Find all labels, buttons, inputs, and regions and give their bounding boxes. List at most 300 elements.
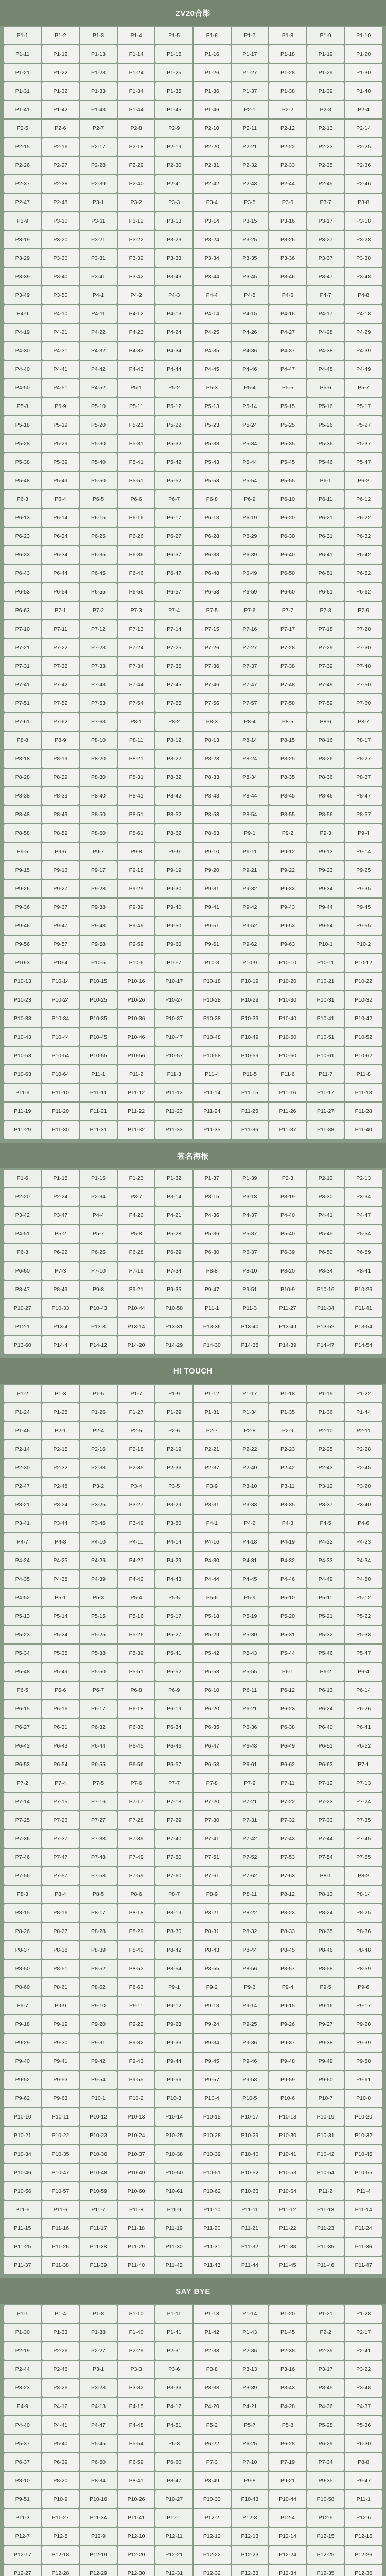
grid-cell: P8-28 (4, 769, 41, 786)
grid-cell: P8-56 (307, 806, 344, 823)
grid-cell: P6-15 (4, 1700, 41, 1718)
grid-cell: P2-25 (307, 1440, 344, 1458)
grid-cell: P2-36 (232, 2342, 269, 2360)
grid-cell: P3-4 (118, 1478, 155, 1495)
grid-cell: P7-57 (42, 1867, 79, 1885)
grid-cell: P2-32 (232, 157, 269, 174)
grid-cell: P10-23 (80, 2127, 117, 2144)
grid-cell: P5-46 (307, 1645, 344, 1662)
grid-cell: P9-47 (345, 2472, 382, 2489)
grid-cell: P10-33 (194, 2490, 231, 2508)
grid-cell: P4-1 (80, 286, 117, 304)
grid-cell: P1-34 (232, 1403, 269, 1421)
grid-cell: P8-49 (42, 806, 79, 823)
grid-cell: P7-14 (4, 1793, 41, 1810)
grid-cell: P10-59 (232, 1047, 269, 1064)
grid-cell: P3-19 (4, 231, 41, 248)
grid-cell: P3-13 (155, 212, 192, 230)
grid-cell: P12-8 (42, 2528, 79, 2545)
grid-cell: P4-25 (42, 1552, 79, 1569)
grid-cell: P6-5 (4, 1682, 41, 1699)
grid-cell: P5-8 (118, 1225, 155, 1243)
grid-cell: P8-61 (118, 824, 155, 842)
grid-cell: P6-58 (194, 1756, 231, 1773)
grid-cell: P6-18 (194, 509, 231, 527)
grid-cell: P3-46 (80, 1515, 117, 1532)
grid-cell: P6-32 (80, 1719, 117, 1736)
grid-cell: P12-1 (155, 2509, 192, 2527)
grid-cell: P8-47 (345, 787, 382, 805)
grid-cell: P4-45 (194, 361, 231, 378)
grid-cell: P11-20 (42, 1103, 79, 1120)
grid-cell: P11-26 (269, 1103, 306, 1120)
grid-cell: P12-7 (4, 2528, 41, 2545)
grid-cell: P9-1 (232, 824, 269, 842)
grid-cell: P5-1 (42, 1589, 79, 1606)
grid-cell: P13-40 (232, 1318, 269, 1335)
grid-cell: P11-27 (42, 2509, 79, 2527)
grid-cell: P9-19 (42, 2015, 79, 2033)
grid-cell: P8-11 (118, 732, 155, 749)
grid-cell: P7-36 (4, 1830, 41, 1848)
grid-cell: P1-13 (194, 2305, 231, 2323)
grid-cell: P4-51 (4, 1225, 41, 1243)
grid-cell: P6-11 (307, 490, 344, 508)
grid-cell: P1-44 (345, 1403, 382, 1421)
grid-cell: P1-38 (269, 82, 306, 100)
grid-cell: P1-43 (232, 2324, 269, 2341)
grid-cell: P9-14 (232, 1997, 269, 2014)
grid-cell: P1-41 (4, 101, 41, 118)
grid-cell: P8-38 (4, 787, 41, 805)
grid-cell: P5-20 (80, 416, 117, 434)
grid-cell: P2-18 (118, 138, 155, 156)
grid-cell: P6-17 (80, 1700, 117, 1718)
grid-cell: P2-38 (42, 175, 79, 193)
grid-cell: P10-48 (80, 2164, 117, 2181)
grid-cell: P6-49 (232, 565, 269, 582)
grid-cell: P6-46 (155, 1737, 192, 1755)
grid-cell: P6-42 (4, 1737, 41, 1755)
grid-cell: P10-26 (118, 2490, 155, 2508)
grid-cell: P10-61 (307, 1047, 344, 1064)
grid-cell: P10-46 (118, 1028, 155, 1046)
grid-cell: P9-25 (232, 2015, 269, 2033)
grid-cell: P7-34 (307, 2453, 344, 2471)
grid-cell: P11-37 (269, 1121, 306, 1139)
grid-cell: P1-37 (232, 82, 269, 100)
grid-cell: P10-64 (269, 2182, 306, 2200)
grid-cell: P3-1 (80, 194, 117, 211)
grid-cell: P8-34 (232, 769, 269, 786)
grid-cell: P5-31 (269, 1626, 306, 1643)
grid-cell: P7-52 (232, 1849, 269, 1866)
grid-cell: P8-8 (345, 2453, 382, 2471)
grid-cell: P3-24 (42, 1496, 79, 1514)
grid-cell: P8-35 (307, 1923, 344, 1940)
grid-cell: P2-9 (269, 1422, 306, 1439)
grid-cell: P4-49 (345, 361, 382, 378)
grid-cell: P10-25 (155, 2127, 192, 2144)
grid-cell: P5-32 (307, 1626, 344, 1643)
grid-cell: P10-54 (307, 2164, 344, 2181)
grid-cell: P7-43 (269, 1830, 306, 1848)
grid-cell: P7-11 (269, 1774, 306, 1792)
grid-cell: P3-32 (118, 249, 155, 267)
grid-cell: P11-47 (345, 2257, 382, 2274)
grid-cell: P10-16 (118, 973, 155, 990)
grid-cell: P6-30 (194, 1244, 231, 1261)
grid-cell: P2-8 (232, 1422, 269, 1439)
grid-cell: P5-35 (269, 435, 306, 452)
grid-cell: P3-33 (155, 249, 192, 267)
grid-cell: P9-55 (118, 2071, 155, 2089)
grid-cell: P7-26 (42, 1811, 79, 1829)
grid-cell: P6-5 (80, 490, 117, 508)
grid-cell: P9-31 (194, 880, 231, 897)
grid-cell: P2-44 (269, 175, 306, 193)
grid-cell: P12-3 (232, 2509, 269, 2527)
grid-cell: P6-37 (232, 1244, 269, 1261)
grid-cell: P2-8 (118, 120, 155, 137)
grid-cell: P5-51 (118, 1663, 155, 1681)
grid-cell: P5-26 (118, 1626, 155, 1643)
grid-cell: P5-30 (80, 435, 117, 452)
grid-cell: P7-62 (232, 1867, 269, 1885)
grid-cell: P1-2 (4, 1385, 41, 1402)
grid-cell: P9-44 (307, 899, 344, 916)
grid-cell: P11-15 (232, 1084, 269, 1101)
grid-cell: P5-13 (4, 1607, 41, 1625)
grid-cell: P10-21 (4, 2127, 41, 2144)
grid-cell: P8-43 (194, 1941, 231, 1959)
grid-cell: P8-7 (155, 1886, 192, 1903)
grid-cell: P9-16 (307, 1997, 344, 2014)
grid-cell: P10-18 (194, 973, 231, 990)
grid-cell: P5-54 (118, 2435, 155, 2452)
grid-cell: P4-35 (194, 342, 231, 360)
grid-cell: P5-7 (232, 2416, 269, 2434)
grid-cell: P5-23 (4, 1626, 41, 1643)
grid-cell: P6-13 (4, 509, 41, 527)
grid-cell: P8-9 (194, 1886, 231, 1903)
grid-cell: P6-13 (307, 1682, 344, 1699)
grid-cell: P7-28 (118, 1811, 155, 1829)
grid-cell: P9-27 (42, 880, 79, 897)
grid-cell: P6-34 (155, 1719, 192, 1736)
grid-cell: P8-8 (194, 1262, 231, 1280)
grid-cell: P6-21 (307, 509, 344, 527)
grid-cell: P1-20 (345, 45, 382, 63)
grid-cell: P3-7 (307, 194, 344, 211)
grid-cell: P8-10 (232, 1262, 269, 1280)
grid-cell: P3-11 (269, 1478, 306, 1495)
grid-cell: P1-9 (155, 1385, 192, 1402)
grid-cell: P6-19 (155, 1700, 192, 1718)
grid-cell: P2-7 (80, 120, 117, 137)
grid-cell: P14-54 (345, 1336, 382, 1354)
grid-cell: P7-4 (42, 1774, 79, 1792)
grid-cell: P11-19 (4, 1103, 41, 1120)
grid-cell: P10-36 (118, 1010, 155, 1027)
grid-cell: P6-34 (42, 546, 79, 564)
grid-cell: P3-20 (42, 231, 79, 248)
grid-cell: P10-16 (307, 1281, 344, 1298)
grid-cell: P7-27 (232, 639, 269, 656)
grid-cell: P2-17 (80, 138, 117, 156)
grid-cell: P3-9 (194, 1478, 231, 1495)
grid-cell: P6-53 (4, 583, 41, 601)
grid-cell: P7-7 (155, 1774, 192, 1792)
grid-cell: P3-22 (118, 231, 155, 248)
grid-cell: P5-20 (269, 1607, 306, 1625)
grid-cell: P8-33 (269, 1923, 306, 1940)
grid-cell: P6-3 (4, 490, 41, 508)
grid-cell: P11-7 (307, 1065, 344, 1083)
grid-cell: P9-9 (42, 1997, 79, 2014)
grid-cell: P4-45 (232, 1570, 269, 1588)
grid-cell: P6-25 (80, 528, 117, 545)
grid-cell: P8-10 (4, 2472, 41, 2489)
grid-cell: P6-32 (345, 528, 382, 545)
grid-cell: P11-19 (155, 2219, 192, 2237)
grid-cell: P1-36 (194, 82, 231, 100)
grid-cell: P4-21 (155, 1207, 192, 1224)
grid-cell: P14-29 (155, 1336, 192, 1354)
grid-cell: P6-3 (155, 2435, 192, 2452)
grid-cell: P2-6 (42, 120, 79, 137)
grid-cell: P10-33 (42, 1299, 79, 1317)
grid-cell: P10-43 (232, 2490, 269, 2508)
grid-cell: P7-40 (345, 657, 382, 675)
grid-cell: P9-35 (155, 1281, 192, 1298)
grid-cell: P6-33 (4, 546, 41, 564)
grid-cell: P8-24 (307, 1904, 344, 1922)
grid-cell: P10-48 (194, 1028, 231, 1046)
grid-cell: P10-63 (232, 2182, 269, 2200)
grid-cell: P10-16 (80, 2490, 117, 2508)
grid-cell: P10-41 (269, 2145, 306, 2163)
grid-cell: P11-24 (194, 1103, 231, 1120)
grid-cell: P11-22 (118, 1103, 155, 1120)
grid-cell: P11-36 (345, 2238, 382, 2256)
grid-cell: P7-35 (155, 657, 192, 675)
grid-cell: P9-56 (4, 936, 41, 953)
grid-cell: P11-37 (4, 2257, 41, 2274)
grid-cell: P1-14 (232, 2305, 269, 2323)
grid-cell: P11-7 (80, 2201, 117, 2218)
grid-cell: P10-34 (4, 2145, 41, 2163)
grid-cell: P2-28 (80, 157, 117, 174)
grid-cell: P5-33 (194, 435, 231, 452)
grid-cell: P8-57 (345, 806, 382, 823)
grid-cell: P9-60 (155, 936, 192, 953)
grid-cell: P6-40 (307, 1719, 344, 1736)
grid-cell: P8-41 (345, 1262, 382, 1280)
grid-cell: P9-42 (80, 2053, 117, 2070)
grid-cell: P7-47 (232, 676, 269, 693)
grid-cell: P10-5 (80, 954, 117, 972)
grid-cell: P1-36 (307, 1403, 344, 1421)
grid-cell: P7-21 (4, 639, 41, 656)
section-title: ZV20合影 (0, 0, 386, 26)
grid-cell: P12-23 (232, 2546, 269, 2564)
grid-cell: P3-16 (269, 2361, 306, 2378)
grid-cell: P7-63 (269, 1867, 306, 1885)
grid-cell: P2-23 (269, 1440, 306, 1458)
grid-cell: P11-43 (194, 2257, 231, 2274)
grid-cell: P4-37 (269, 342, 306, 360)
grid-cell: P8-27 (42, 1923, 79, 1940)
grid-cell: P3-50 (42, 286, 79, 304)
grid-cell: P8-59 (42, 824, 79, 842)
grid-cell: P6-29 (232, 528, 269, 545)
grid-cell: P6-59 (232, 583, 269, 601)
grid-cell: P10-52 (345, 1028, 382, 1046)
grid-cell: P7-10 (232, 2453, 269, 2471)
grid-cell: P10-31 (307, 991, 344, 1009)
grid-cell: P13-49 (269, 1318, 306, 1335)
grid-cell: P8-23 (194, 750, 231, 768)
grid-cell: P3-27 (307, 231, 344, 248)
grid-cell: P7-57 (232, 694, 269, 712)
grid-cell: P10-30 (269, 2127, 306, 2144)
grid-cell: P4-26 (80, 1552, 117, 1569)
grid-cell: P8-41 (118, 787, 155, 805)
grid-cell: P10-27 (155, 991, 192, 1009)
grid-cell: P6-9 (232, 490, 269, 508)
grid-cell: P1-10 (345, 27, 382, 44)
grid-cell: P9-17 (80, 861, 117, 879)
grid-cell: P10-32 (345, 2127, 382, 2144)
grid-cell: P4-9 (4, 2398, 41, 2415)
grid-cell: P6-46 (118, 565, 155, 582)
section-grid (0, 2304, 386, 2576)
grid-cell: P4-47 (269, 361, 306, 378)
grid-cell: P5-37 (232, 1225, 269, 1243)
grid-cell: P1-40 (118, 2324, 155, 2341)
grid-cell: P8-17 (80, 1904, 117, 1922)
grid-cell: P3-17 (307, 212, 344, 230)
grid-cell: P9-37 (269, 2034, 306, 2052)
grid-cell: P8-45 (269, 787, 306, 805)
grid-cell: P9-50 (155, 917, 192, 935)
grid-cell: P6-26 (118, 528, 155, 545)
grid-cell: P2-27 (80, 2342, 117, 2360)
grid-cell: P12-35 (307, 2565, 344, 2576)
grid-cell: P6-8 (194, 490, 231, 508)
grid-cell: P11-44 (232, 2257, 269, 2274)
grid-cell: P3-6 (269, 194, 306, 211)
grid-cell: P7-30 (194, 1811, 231, 1829)
grid-cell: P6-43 (4, 565, 41, 582)
grid-cell: P2-33 (269, 157, 306, 174)
grid-cell: P2-22 (232, 1440, 269, 1458)
grid-cell: P12-27 (4, 2565, 41, 2576)
grid-cell: P6-38 (194, 546, 231, 564)
grid-cell: P5-3 (80, 1589, 117, 1606)
grid-cell: P1-25 (155, 64, 192, 81)
grid-cell: P10-46 (4, 2164, 41, 2181)
grid-cell: P10-40 (232, 2145, 269, 2163)
grid-cell: P2-20 (194, 138, 231, 156)
grid-cell: P4-22 (80, 324, 117, 341)
grid-cell: P9-6 (42, 843, 79, 860)
grid-cell: P5-9 (42, 398, 79, 415)
grid-cell: P7-56 (194, 694, 231, 712)
grid-cell: P8-53 (118, 1960, 155, 1977)
grid-cell: P8-62 (80, 1978, 117, 1996)
grid-cell: P4-8 (345, 286, 382, 304)
grid-cell: P7-52 (42, 694, 79, 712)
grid-cell: P5-27 (345, 416, 382, 434)
grid-cell: P1-18 (269, 1385, 306, 1402)
grid-cell: P9-34 (194, 2034, 231, 2052)
grid-cell: P7-50 (345, 676, 382, 693)
grid-cell: P9-62 (232, 936, 269, 953)
grid-cell: P9-48 (80, 917, 117, 935)
grid-cell: P3-21 (4, 1496, 41, 1514)
grid-cell: P2-42 (269, 1459, 306, 1477)
grid-cell: P7-25 (155, 639, 192, 656)
grid-cell: P10-27 (4, 1299, 41, 1317)
grid-cell: P3-18 (232, 1188, 269, 1206)
grid-cell: P4-40 (4, 2416, 41, 2434)
grid-cell: P4-7 (4, 1533, 41, 1551)
grid-cell: P11-23 (155, 1103, 192, 1120)
grid-cell: P6-28 (269, 2435, 306, 2452)
grid-cell: P4-51 (155, 2416, 192, 2434)
grid-cell: P8-50 (4, 1960, 41, 1977)
grid-cell: P8-6 (118, 1886, 155, 1903)
grid-cell: P4-18 (345, 305, 382, 323)
grid-cell: P9-51 (194, 917, 231, 935)
grid-cell: P4-15 (118, 2398, 155, 2415)
grid-cell: P10-50 (269, 1028, 306, 1046)
grid-cell: P5-9 (232, 1589, 269, 1606)
grid-cell: P8-7 (345, 713, 382, 731)
grid-cell: P3-5 (232, 194, 269, 211)
grid-cell: P7-16 (232, 620, 269, 638)
grid-cell: P11-18 (345, 1084, 382, 1101)
grid-cell: P9-12 (155, 1997, 192, 2014)
grid-cell: P9-35 (345, 880, 382, 897)
grid-cell: P7-59 (118, 1867, 155, 1885)
grid-cell: P10-37 (118, 2145, 155, 2163)
grid-cell: P7-24 (345, 1793, 382, 1810)
grid-cell: P5-15 (269, 398, 306, 415)
grid-cell: P8-60 (80, 824, 117, 842)
grid-cell: P9-26 (4, 880, 41, 897)
grid-cell: P10-35 (80, 1010, 117, 1027)
grid-cell: P10-19 (232, 973, 269, 990)
grid-cell: P4-12 (42, 2398, 79, 2415)
grid-cell: P1-37 (194, 1170, 231, 1187)
grid-cell: P10-17 (155, 973, 192, 990)
grid-cell: P9-47 (42, 917, 79, 935)
section-grid (0, 1384, 386, 2278)
grid-cell: P2-12 (307, 1170, 344, 1187)
grid-cell: P6-25 (232, 2435, 269, 2452)
grid-cell: P11-13 (307, 2201, 344, 2218)
grid-cell: P9-8 (80, 1281, 117, 1298)
grid-cell: P10-49 (118, 2164, 155, 2181)
grid-cell: P4-47 (80, 2416, 117, 2434)
grid-cell: P3-36 (155, 2379, 192, 2397)
grid-cell: P5-29 (42, 435, 79, 452)
grid-cell: P8-42 (155, 1941, 192, 1959)
grid-cell: P4-3 (155, 286, 192, 304)
